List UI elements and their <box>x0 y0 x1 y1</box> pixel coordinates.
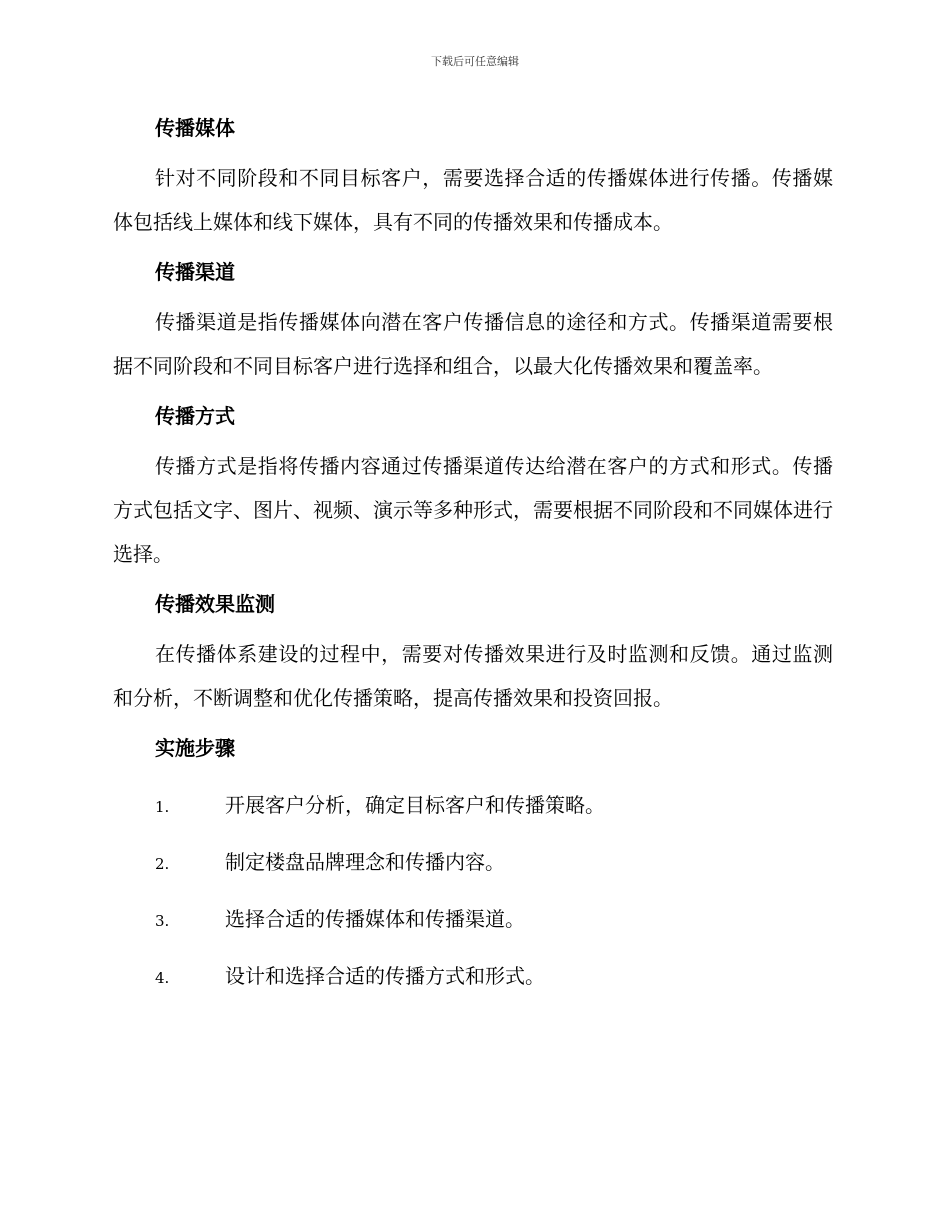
list-item <box>113 846 833 903</box>
section-paragraph: 传播方式是指将传播内容通过传播渠道传达给潜在客户的方式和形式。传播方式包括文字、图片、视频、演示等多种形式，需要根据不同阶段和不同媒体进行选择。 <box>113 454 833 566</box>
list-item-text: 开展客户分析，确定目标客户和传播策略。 <box>225 793 605 817</box>
list-item-number: 1. <box>155 798 170 816</box>
list-item-number: 3. <box>155 912 170 930</box>
list-item-text: 选择合适的传播媒体和传播渠道。 <box>225 907 525 931</box>
section-paragraph: 针对不同阶段和不同目标客户，需要选择合适的传播媒体进行传播。传播媒体包括线上媒体和线下媒体，具有不同的传播效果和传播成本。 <box>113 166 833 234</box>
section-methods <box>113 400 833 576</box>
list-item-number: 4. <box>155 969 170 987</box>
steps-list <box>113 789 833 1017</box>
section-channels <box>113 256 833 388</box>
section-heading: 传播方式 <box>155 404 235 428</box>
section-monitoring <box>113 588 833 720</box>
list-item-text: 设计和选择合适的传播方式和形式。 <box>225 964 545 988</box>
section-paragraph: 传播渠道是指传播媒体向潜在客户传播信息的途径和方式。传播渠道需要根据不同阶段和不同目标客户进行选择和组合，以最大化传播效果和覆盖率。 <box>113 310 833 378</box>
list-item <box>113 903 833 960</box>
section-heading: 传播效果监测 <box>155 592 275 616</box>
list-item <box>113 960 833 1017</box>
section-heading: 传播媒体 <box>155 116 235 140</box>
list-item-number: 2. <box>155 855 170 873</box>
section-steps <box>113 732 833 1017</box>
list-item-text: 制定楼盘品牌理念和传播内容。 <box>225 850 505 874</box>
document-body <box>113 112 833 1017</box>
section-heading: 实施步骤 <box>155 736 235 760</box>
section-paragraph: 在传播体系建设的过程中，需要对传播效果进行及时监测和反馈。通过监测和分析，不断调整和优化传播策略，提高传播效果和投资回报。 <box>113 642 833 710</box>
page-header: 下载后可任意编辑 <box>431 55 519 68</box>
section-heading: 传播渠道 <box>155 260 235 284</box>
section-media <box>113 112 833 244</box>
list-item <box>113 789 833 846</box>
